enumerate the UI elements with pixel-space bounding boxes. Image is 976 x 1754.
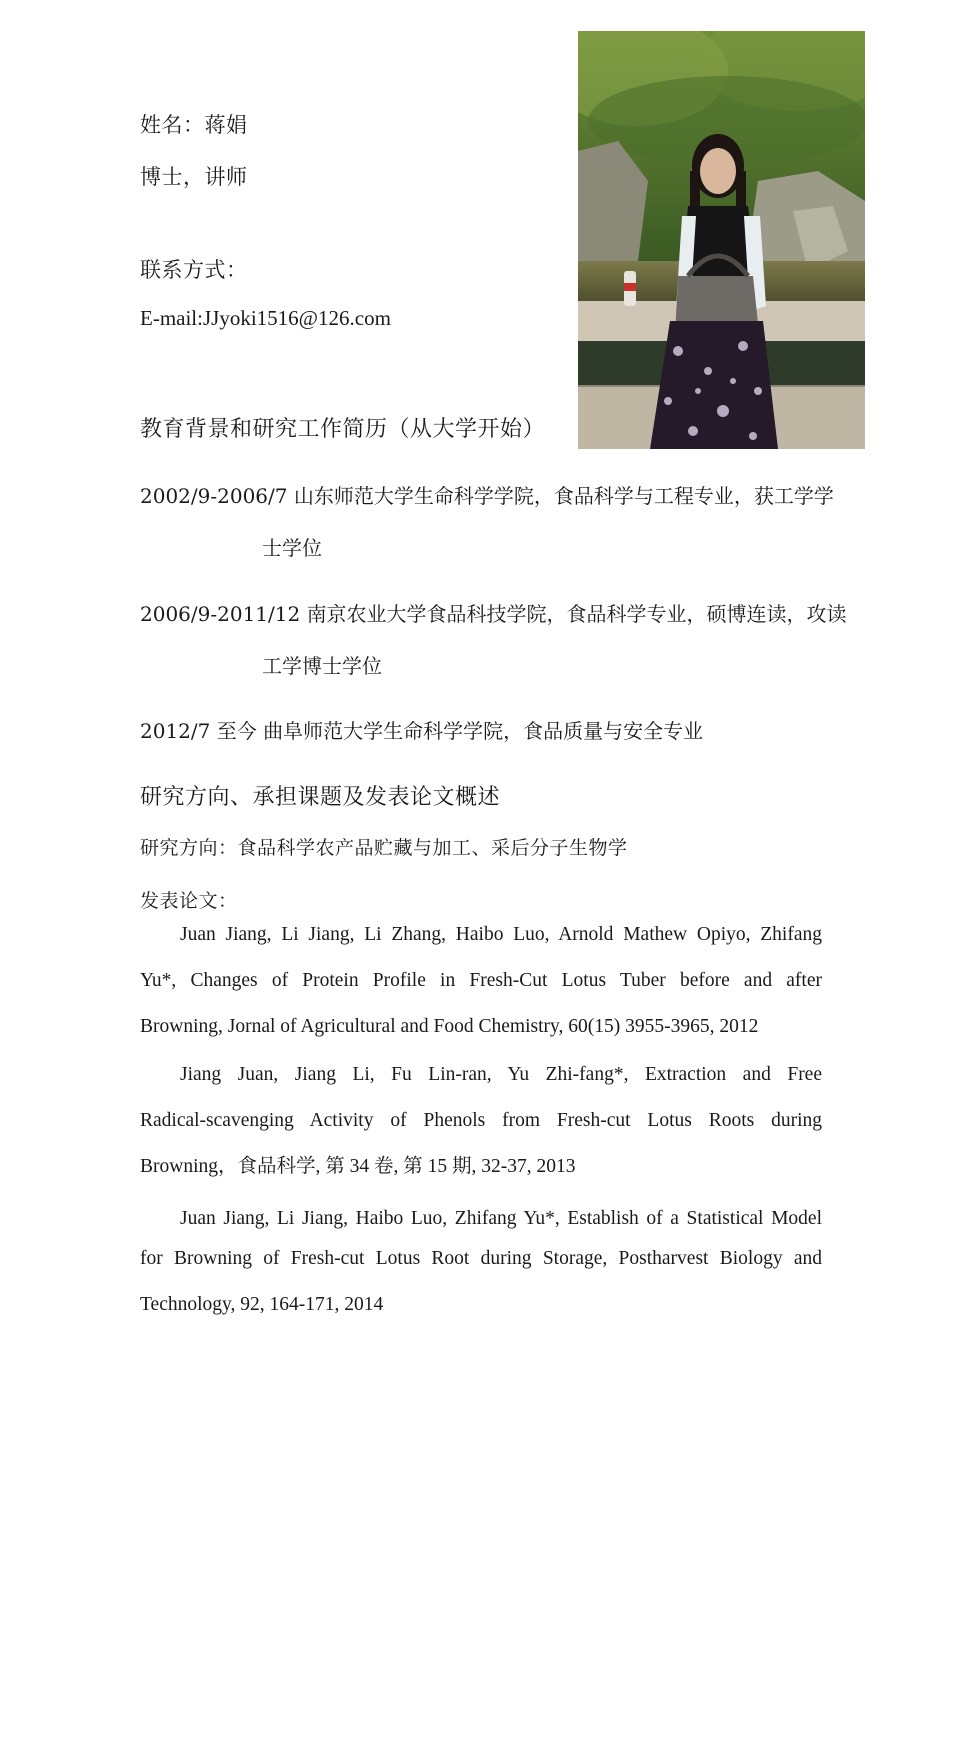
paper-3 — [140, 1198, 822, 1330]
research-direction-line: 研究方向：食品科学农产品贮藏与加工、采后分子生物学 — [140, 837, 628, 859]
education-entry-1-line2: 士学位 — [262, 536, 322, 560]
paper-2-line-1: Jiang Juan, Jiang Li, Fu Lin-ran, Yu Zhi-fang*, Extraction and Free — [180, 1064, 822, 1085]
paper-1-line-2: Yu*, Changes of Protein Profile in Fresh-Cut Lotus Tuber before and after — [140, 970, 822, 991]
profile-photo — [578, 31, 865, 449]
paper-3-line-3: Technology, 92, 164-171, 2014 — [140, 1294, 384, 1315]
education-entry-2-line2: 工学博士学位 — [262, 654, 382, 678]
name-line: 姓名：蒋娟 — [140, 113, 248, 137]
papers-label: 发表论文： — [140, 890, 238, 912]
paper-3-line-1: Juan Jiang, Li Jiang, Haibo Luo, Zhifang Yu*, Establish of a Statistical Model — [180, 1208, 822, 1229]
education-entry-3-line1: 2012/7 至今 曲阜师范大学生命科学学院，食品质量与安全专业 — [140, 719, 704, 743]
title-line: 博士，讲师 — [140, 165, 248, 189]
paper-2-line-2: Radical-scavenging Activity of Phenols from Fresh-cut Lotus Roots during — [140, 1110, 822, 1131]
paper-1 — [140, 912, 822, 1050]
email-line: E-mail:JJyoki1516@126.com — [140, 306, 391, 330]
education-entry-2-line1: 2006/9-2011/12 南京农业大学食品科技学院，食品科学专业，硕博连读，攻读 — [140, 602, 847, 626]
profile-photo-illustration — [578, 31, 865, 449]
research-heading: 研究方向、承担课题及发表论文概述 — [140, 785, 501, 810]
paper-1-line-3: Browning, Jornal of Agricultural and Food Chemistry, 60(15) 3955-3965, 2012 — [140, 1016, 759, 1037]
education-heading: 教育背景和研究工作简历（从大学开始） — [140, 417, 546, 442]
contact-heading: 联系方式： — [140, 258, 248, 282]
paper-2 — [140, 1052, 822, 1190]
paper-1-line-1: Juan Jiang, Li Jiang, Li Zhang, Haibo Luo, Arnold Mathew Opiyo, Zhifang — [180, 924, 822, 945]
education-entry-1-line1: 2002/9-2006/7 山东师范大学生命科学学院，食品科学与工程专业，获工学学 — [140, 484, 834, 508]
paper-2-line-3: Browning，食品科学, 第 34 卷, 第 15 期, 32-37, 2013 — [140, 1156, 576, 1177]
paper-3-line-2: for Browning of Fresh-cut Lotus Root during Storage, Postharvest Biology and — [140, 1248, 822, 1269]
